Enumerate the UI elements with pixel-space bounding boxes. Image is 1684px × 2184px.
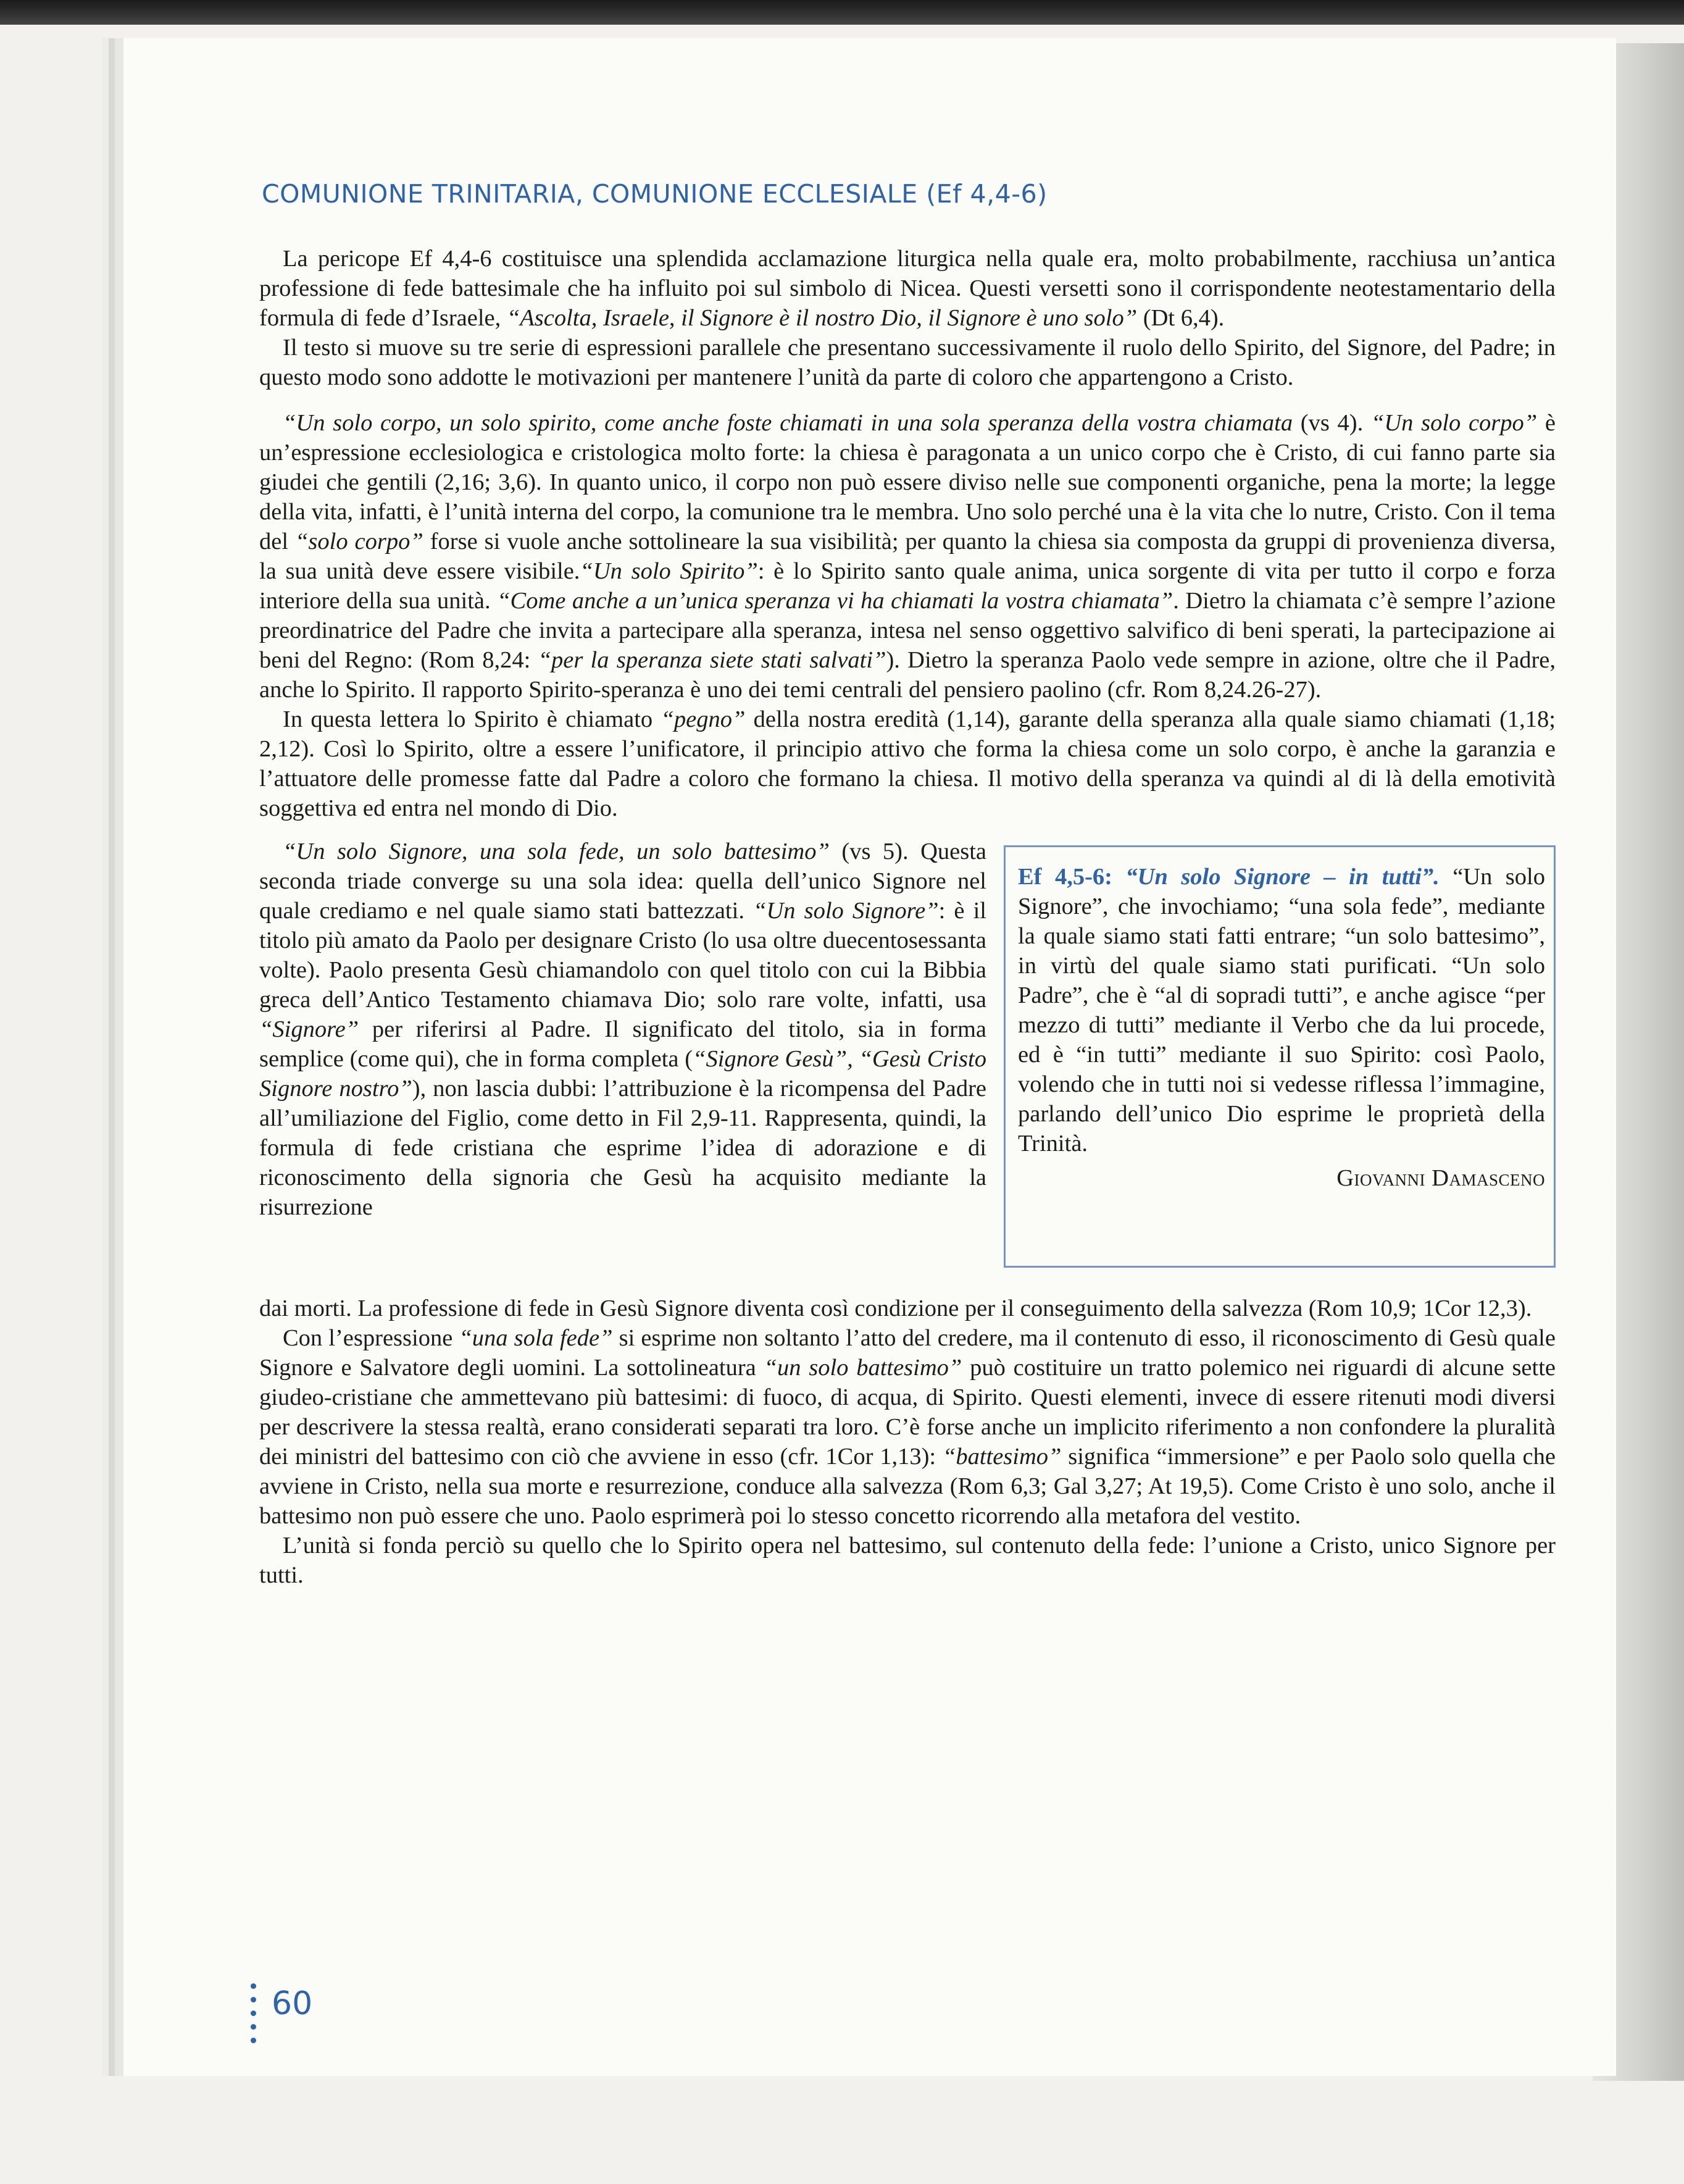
paragraph-one-faith: Con l’espressione “una sola fede” si esprime non soltanto l’atto del credere, ma il contenuto di esso, il riconoscimento di Gesù quale Signore e Salvatore degli uomini. La sottolineatura “un solo battesimo” può costituire un tratto polemico nei riguardi di alcune sette giudeo-cristiane che ammettevano più battesimi: di fuoco, di acqua, di Spirito. Questi elementi, invece di essere ritenuti modi diversi per descrivere la stessa realtà, erano considerati separati tra loro. C’è forse anche un implicito riferimento a non confondere la pluralità dei ministri del battesimo con ciò che avviene in esso (cfr. 1Cor 1,13): “battesimo” significa “immersione” e per Paolo solo quella che avviene in Cristo, nella sua morte e resurrezione, conduce alla salvezza (Rom 6,3; Gal 3,27; At 19,5). Come Cristo è uno solo, anche il battesimo non può essere che uno. Paolo esprimerà poi lo stesso concetto ricorrendo alla metafora del vestito.	[259, 1325, 1556, 1529]
sidebar-author: Giovanni Damasceno	[1336, 1165, 1545, 1191]
sidebar-text: Ef 4,5-6: “Un solo Signore – in tutti”. “Un solo Signore”, che invochiamo; “una sola fede”, mediante la quale siamo stati fatti entrare; “un solo battesimo”, in virtù del quale siamo stati purificati. “Un solo Padre”, che è “al di sopradi tutti”, e anche agisce “per mezzo di tutti” mediante il Verbo che da lui procede, ed è “in tutti” mediante il suo Spirito: così Paolo, volendo che in tutti noi si vedesse riflessa l’immagine, parlando dell’unico Dio esprime le proprietà della Trinità.	[1018, 864, 1545, 1157]
sidebar-reference: Ef 4,5-6: “Un solo Signore – in tutti”.	[1018, 864, 1440, 890]
article-body	[259, 244, 1556, 1590]
page-number: 60	[272, 1985, 313, 2022]
two-column-section	[259, 837, 1556, 1294]
paragraph-one-lord: “Un solo Signore, una sola fede, un solo battesimo” (vs 5). Questa seconda triade converge su una sola idea: quella dell’unico Signore nel quale crediamo e nel quale siamo stati battezzati. “Un solo Signore”: è il titolo più amato da Paolo per designare Cristo (lo usa oltre duecentosessanta volte). Paolo presenta Gesù chiamandolo con quel titolo con cui la Bibbia greca dell’Antico Testamento chiamava Dio; solo rare volte, infatti, usa “Signore” per riferirsi al Padre. Il significato del titolo, sia in forma semplice (come qui), che in forma completa (“Signore Gesù”, “Gesù Cristo Signore nostro”), non lascia dubbi: l’attribuzione è la ricompensa del Padre all’umiliazione del Figlio, come detto in Fil 2,9-11. Rappresenta, quindi, la formula di fede cristiana che esprime l’idea di adorazione e di riconoscimento della signoria che Gesù ha acquisito mediante la risurrezione	[259, 839, 986, 1220]
text: (Dt 6,4).	[1137, 305, 1225, 331]
left-column	[259, 837, 986, 1222]
paragraph-structure: Il testo si muove su tre serie di espressioni parallele che presentano successivamente il ruolo dello Spirito, del Signore, del Padre; in questo modo sono addotte le motivazioni per mantenere l’unità da parte di coloro che appartengono a Cristo.	[259, 335, 1556, 390]
quote-sidebar	[1004, 845, 1556, 1268]
paragraph-intro	[259, 244, 1556, 333]
paragraph-one-body: “Un solo corpo, un solo spirito, come anche foste chiamati in una sola speranza della vostra chiamata (vs 4). “Un solo corpo” è un’espressione ecclesiologica e cristologica molto forte: la chiesa è paragonata a un unico corpo che è Cristo, di cui fanno parte sia giudei che gentili (2,16; 3,6). In quanto unico, il corpo non può essere diviso nelle sue componenti organiche, pena la morte; la legge della vita, infatti, è l’unità interna del corpo, la comunione tra le membra. Uno solo perché una è la vita che lo nutre, Cristo. Con il tema del “solo corpo” forse si vuole anche sottolineare la sua visibilità; per quanto la chiesa sia composta da gruppi di provenienza diversa, la sua unità deve essere visibile.“Un solo Spirito”: è lo Spirito santo quale anima, unica sorgente di vita per tutto il corpo e forza interiore della sua unità. “Come anche a un’unica speranza vi ha chiamati la vostra chiamata”. Dietro la chiamata c’è sempre l’azione preordinatrice del Padre che invita a partecipare alla speranza, intesa nel senso oggettivo salvifico di beni sperati, la partecipazione ai beni del Regno: (Rom 8,24: “per la speranza siete stati salvati”). Dietro la speranza Paolo vede sempre in azione, oltre che il Padre, anche lo Spirito. Il rapporto Spirito-speranza è uno dei temi centrali del pensiero paolino (cfr. Rom 8,24.26-27).	[259, 410, 1556, 703]
text: La pericope Ef 4,4-6 costituisce una splendida acclamazione liturgica nella quale era, molto probabilmente, racchiusa un’antica professione di fede battesimale che ha influito poi sul simbolo di Nicea. Questi versetti sono il corrispondente neotestamentario della formula di fede d’Israele,	[259, 246, 1556, 331]
paragraph-continuation: dai morti. La professione di fede in Gesù Signore diventa così condizione per il conseguimento della salvezza (Rom 10,9; 1Cor 12,3).	[259, 1295, 1532, 1321]
paragraph-pledge: In questa lettera lo Spirito è chiamato “pegno” della nostra eredità (1,14), garante della speranza alla quale siamo chiamati (1,18; 2,12). Così lo Spirito, oltre a essere l’unificatore, il principio attivo che forma la chiesa come un solo corpo, è anche la garanzia e l’attuatore delle promesse fatte dal Padre a coloro che formano la chiesa. Il motivo della speranza va quindi al di là della emotività soggettiva ed entra nel mondo di Dio.	[259, 706, 1556, 821]
page-number-dots-icon	[251, 1983, 257, 2051]
quote: “Un solo corpo, un solo spirito, come anche foste chiamati in una sola speranza della vostra chiamata	[283, 410, 1293, 436]
section-heading: COMUNIONE TRINITARIA, COMUNIONE ECCLESIALE (Ef 4,4-6)	[262, 179, 1048, 209]
paragraph-conclusion: L’unità si fonda perciò su quello che lo Spirito opera nel battesimo, sul contenuto della fede: l’unione a Cristo, unico Signore per tutti.	[259, 1533, 1556, 1588]
quote: “Ascolta, Israele, il Signore è il nostro Dio, il Signore è uno solo”	[506, 305, 1138, 331]
top-shadow	[0, 0, 1684, 25]
